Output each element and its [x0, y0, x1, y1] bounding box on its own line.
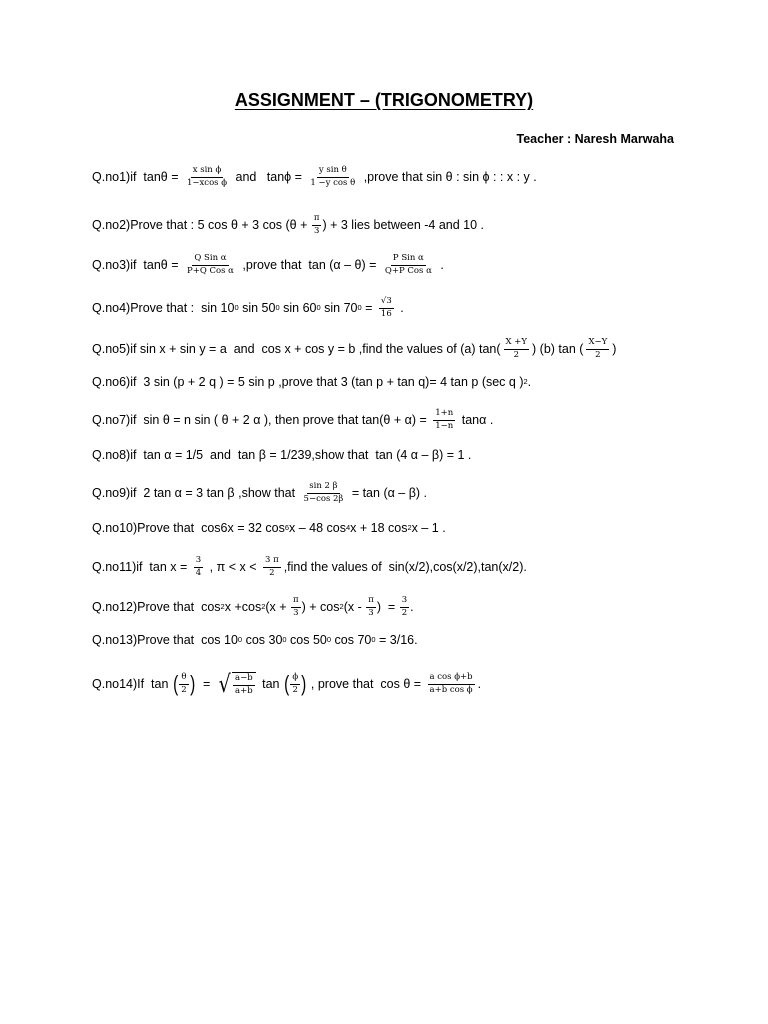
fraction	[366, 596, 376, 619]
fraction	[504, 338, 530, 361]
text: sin 50	[238, 301, 276, 316]
text: sin 60	[279, 301, 317, 316]
text: Q.no14)If tan	[92, 677, 172, 692]
numerator: √3	[379, 297, 394, 309]
question-5	[92, 338, 616, 361]
text: Q.no8)if tan α = 1/5 and tan β = 1/239,show that tan (4 α – β) = 1 .	[92, 448, 472, 462]
fraction	[379, 297, 394, 320]
text: = 3/16.	[375, 633, 418, 647]
question-9	[92, 482, 427, 505]
text: .	[527, 375, 532, 389]
denominator: 2	[269, 567, 275, 578]
question-6: Q.no6)if 3 sin (p + 2 q ) = 5 sin p ,prove that 3 (tan p + tan q)= 4 tan p (sec q ) 2 .	[92, 375, 532, 389]
fraction	[185, 166, 229, 189]
text: Q.no7)if sin θ = n sin ( θ + 2 α ), then prove that tan(θ + α) =	[92, 413, 431, 428]
text: .	[436, 258, 444, 273]
numerator: x sin ϕ	[191, 166, 224, 178]
text: tanα .	[458, 413, 494, 428]
text: ) (b) tan (	[532, 342, 584, 357]
fraction	[263, 556, 281, 579]
question-12: Q.no12)Prove that cos 2 x +cos 2 (x + $\frac{\pi}{3}$ ) + cos 2 (x - $\frac{\pi}{3}$ ) = $\frac{3}{2}$ .	[92, 595, 414, 618]
text: Q.no12)Prove that cos	[92, 600, 221, 615]
denominator: 16	[380, 308, 392, 319]
question-13: Q.no13)Prove that cos 10 0 cos 30 0 cos 50 0 cos 70 0 = 3/16.	[92, 633, 418, 647]
numerator: P Sin α	[391, 254, 426, 266]
fraction	[185, 254, 236, 277]
numerator: 1+n	[433, 409, 455, 421]
numerator: ϕ	[290, 673, 300, 685]
denominator: a+b	[235, 685, 253, 696]
denominator: 2	[401, 607, 408, 618]
right-paren: )	[189, 671, 195, 697]
denominator: P+Q Cos α	[186, 265, 234, 276]
text: x – 48 cos	[289, 521, 346, 535]
question-2	[92, 214, 484, 237]
text: .	[410, 600, 414, 615]
text: ) =	[376, 600, 399, 615]
text: x + 18 cos	[350, 521, 408, 535]
fraction	[290, 673, 300, 696]
fraction	[233, 674, 255, 697]
text: x +cos	[224, 600, 262, 615]
text: sin 70	[320, 301, 358, 316]
fraction	[302, 482, 346, 505]
text: , prove that cos θ =	[307, 677, 425, 692]
text: tan	[258, 677, 283, 692]
text: cos 50	[286, 633, 327, 647]
text: Q.no13)Prove that cos 10	[92, 633, 238, 647]
question-1	[92, 166, 537, 189]
text: =	[196, 677, 214, 692]
question-8	[92, 449, 471, 462]
denominator: 1 −y cos θ	[310, 177, 356, 188]
text: Q.no4)Prove that : sin 10	[92, 301, 235, 316]
text: (x -	[343, 600, 366, 615]
numerator: sin 2 β	[307, 482, 339, 494]
denominator: 2	[292, 684, 298, 695]
denominator: 1−n	[435, 420, 454, 431]
fraction	[308, 166, 357, 189]
denominator: 5−cos 2β	[303, 493, 344, 504]
text: cos 30	[242, 633, 283, 647]
text: ,prove that tan (α – θ) =	[238, 258, 380, 273]
numerator: 3	[194, 556, 203, 568]
text: Q.no1)if tanθ =	[92, 170, 182, 185]
numerator: π	[291, 596, 301, 608]
text: cos 70	[331, 633, 372, 647]
question-3	[92, 254, 444, 277]
fraction	[433, 409, 455, 432]
text: Q.no6)if 3 sin (p + 2 q ) = 5 sin p ,prove that 3 (tan p + tan q)= 4 tan p (sec q )	[92, 375, 524, 389]
radicand	[232, 672, 256, 697]
denominator: a+b cos ϕ	[429, 684, 473, 695]
denominator: Q+P Cos α	[384, 265, 432, 276]
denominator: 4	[195, 567, 202, 578]
text: ) + 3 lies between -4 and 10 .	[322, 218, 485, 233]
question-4: Q.no4)Prove that : sin 10 0 sin 50 0 sin 60 0 sin 70 0 = $\frac{√3}{16}$ .	[92, 296, 404, 319]
square-root	[217, 672, 256, 697]
page-title: ASSIGNMENT – (TRIGONOMETRY)	[234, 90, 534, 110]
text: .	[396, 301, 404, 316]
fraction	[428, 673, 475, 696]
numerator: X−Y	[586, 338, 609, 350]
denominator: 2	[595, 349, 601, 360]
right-paren: )	[301, 671, 307, 697]
text: (x +	[265, 600, 291, 615]
numerator: a cos ϕ+b	[428, 673, 475, 685]
text: Q.no11)if tan x =	[92, 560, 191, 575]
question-10: Q.no10)Prove that cos6x = 32 cos 6 x – 48 cos 4 x + 18 cos 2 x – 1 .	[92, 521, 446, 535]
fraction	[586, 338, 609, 361]
fraction	[400, 596, 409, 619]
text: Q.no10)Prove that cos6x = 32 cos	[92, 521, 285, 535]
denominator: 3	[313, 225, 320, 236]
denominator: 3	[368, 607, 374, 618]
fraction	[312, 214, 322, 237]
numerator: y sin θ	[317, 166, 349, 178]
denominator: 2	[181, 684, 187, 695]
denominator: 2	[513, 349, 519, 360]
text: = tan (α – β) .	[348, 486, 428, 501]
text: Q.no5)if sin x + sin y = a and cos x + cos y = b ,find the values of (a) tan(	[92, 342, 501, 357]
text: .	[477, 677, 482, 692]
numerator: 3 π	[263, 556, 281, 568]
numerator: 3	[400, 596, 409, 608]
denominator: 3	[293, 607, 299, 618]
fraction	[383, 254, 434, 277]
numerator: Q Sin α	[192, 254, 228, 266]
left-paren: (	[173, 671, 179, 697]
numerator: a−b	[233, 674, 255, 686]
teacher-name: Teacher : Naresh Marwaha	[516, 132, 674, 146]
left-paren: (	[284, 671, 290, 697]
text: x – 1 .	[411, 521, 446, 535]
fraction	[179, 673, 188, 696]
fraction	[194, 556, 203, 579]
text: Q.no9)if 2 tan α = 3 tan β ,show that	[92, 486, 299, 501]
denominator: 1−xcos ϕ	[186, 177, 228, 188]
numerator: π	[366, 596, 376, 608]
numerator: θ	[179, 673, 188, 685]
text: , π < x <	[206, 560, 260, 575]
question-14	[92, 672, 481, 697]
question-7	[92, 409, 493, 432]
text: =	[361, 301, 376, 316]
numerator: π	[312, 214, 322, 226]
text: ) + cos	[301, 600, 340, 615]
text: and tanϕ =	[232, 170, 306, 185]
text: )	[612, 342, 617, 357]
radical-sign: √	[218, 670, 231, 698]
text: ,find the values of sin(x/2),cos(x/2),tan(x/2).	[283, 560, 527, 575]
text: Q.no3)if tanθ =	[92, 258, 182, 273]
numerator: X +Y	[504, 338, 530, 350]
fraction	[291, 596, 301, 619]
question-11	[92, 556, 527, 579]
text: Q.no2)Prove that : 5 cos θ + 3 cos (θ +	[92, 218, 311, 233]
text: ,prove that sin θ : sin ϕ : : x : y .	[360, 170, 537, 185]
